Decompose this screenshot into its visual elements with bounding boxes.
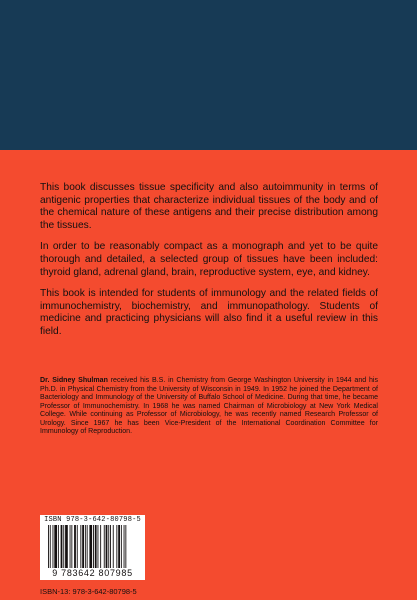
description-paragraph-3: This book is intended for students of immunology and the related fields of immunochemistry, biochemistry, and immunopathology. Students of medicine and practicing physicians will also find it a useful review in this field. xyxy=(40,288,378,337)
isbn-13-label: ISBN-13: 978-3-642-80798-5 xyxy=(40,587,137,596)
top-color-band xyxy=(0,0,417,150)
barcode-box xyxy=(40,515,145,580)
barcode-digits: 9 783642 807985 xyxy=(52,568,133,578)
description-paragraph-2: In order to be reasonably compact as a monograph and yet to be quite thorough and detailed, a selected group of tissues have been included: thyroid gland, adrenal gland, brain, reproductive system, eye, and kidney. xyxy=(40,241,378,278)
author-name: Dr. Sidney Shulman xyxy=(40,377,108,384)
description-paragraph-1: This book discusses tissue specificity and also autoimmunity in terms of antigenic properties that characterize individual tissues of the body and of the chemical nature of these antigens and their precise distribution among the tissues. xyxy=(40,182,378,231)
barcode-icon xyxy=(48,525,140,568)
author-bio xyxy=(40,377,378,437)
author-bio-text: received his B.S. in Chemistry from George Washington University in 1944 and his Ph.D. in Physical Chemistry from the University of Wisconsin in 1949. In 1952 he joined the Department of Bacteriology and Immunology of the University of Buffalo School of Medicine. During that time, he became Professor of Immunochemistry. In 1968 he was named Chairman of Microbiology at New York Medical College. While continuing as Professor of Microbiology, he was recently named Research Professor of Urology. Since 1967 he has been Vice-President of the International Coordination Committee for Immunology of Reproduction. xyxy=(40,377,378,436)
book-description xyxy=(40,182,378,348)
barcode-isbn-label: ISBN 978-3-642-80798-5 xyxy=(44,516,141,524)
